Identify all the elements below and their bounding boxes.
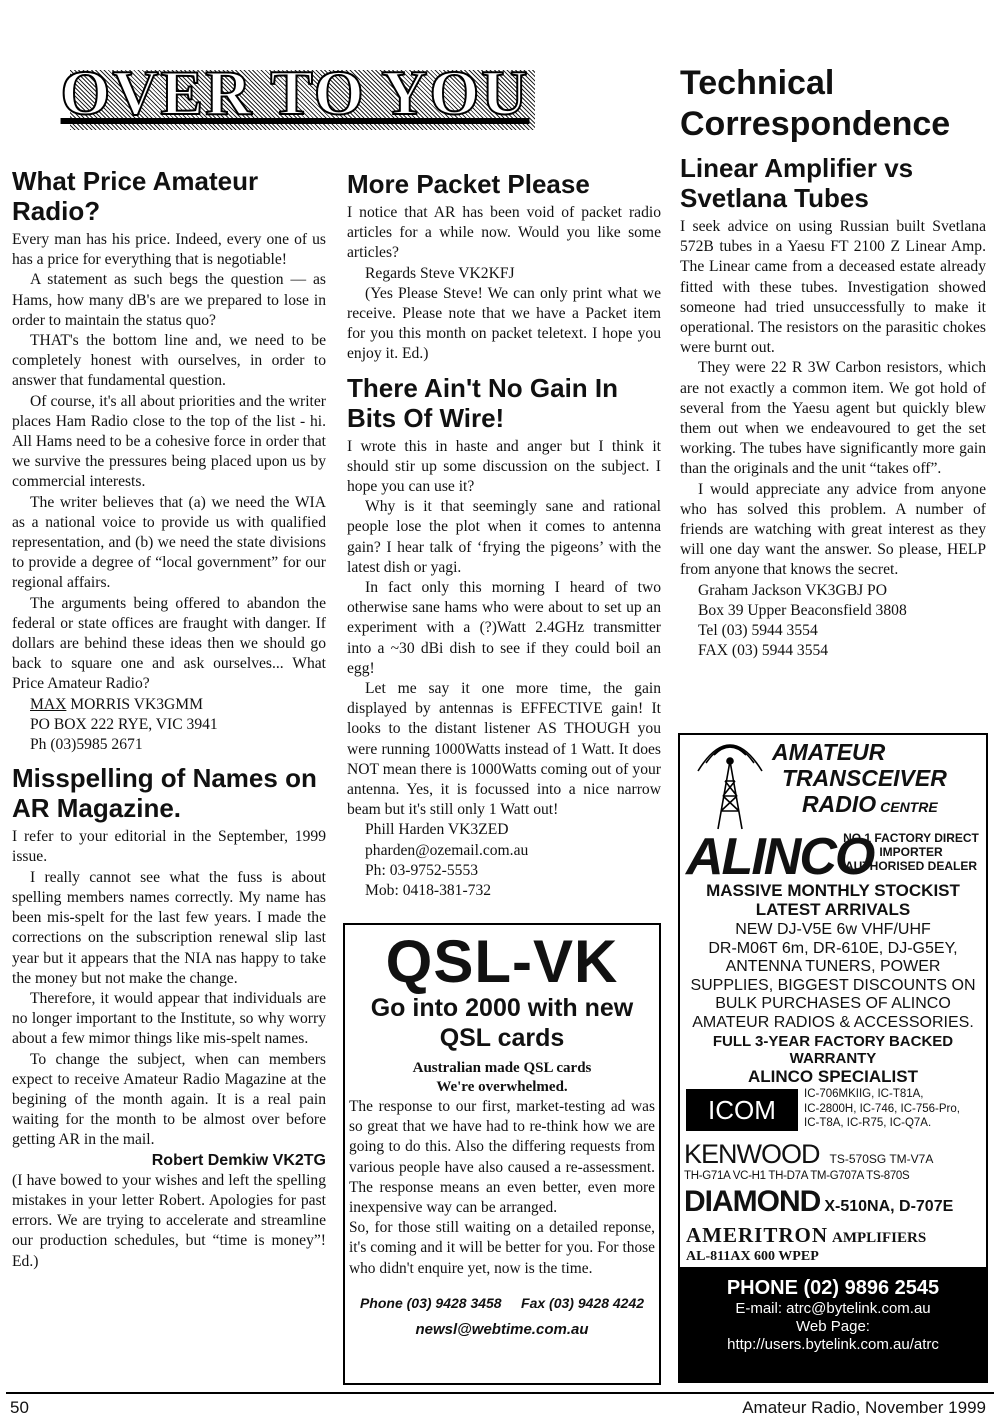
signature-address: PO BOX 222 RYE, VIC 3941 xyxy=(30,715,218,733)
alinco-tag-3: AUTHORISED DEALER xyxy=(844,859,977,873)
amp-model: AL-811AX 600 WPEP xyxy=(686,1249,819,1264)
article-title: Linear Amplifier vs Svetlana Tubes xyxy=(680,153,914,213)
product-line: AMATEUR RADIOS & ACCESSORIES. xyxy=(692,1013,974,1031)
alinco-tag-1: NO 1 FACTORY DIRECT xyxy=(843,831,979,845)
icom-model-line: IC-2800H, IC-746, IC-756-Pro, xyxy=(804,1102,960,1115)
signature-email: pharden@ozemail.com.au xyxy=(365,841,529,859)
qsl-email[interactable]: newsl@webtime.com.au xyxy=(415,1320,589,1338)
icom-model-line: IC-T8A, IC-R75, IC-Q7A. xyxy=(804,1117,932,1129)
qsl-brand: QSL-VK xyxy=(385,928,619,995)
kenwood-row xyxy=(684,1139,986,1182)
atrc-name-3-row xyxy=(772,791,986,820)
signature: Regards Steve VK2KFJ xyxy=(365,264,515,282)
column-3 xyxy=(680,63,986,661)
signature-phone: Ph (03)5985 2671 xyxy=(30,736,143,754)
paragraph: I really cannot see what the fuss is about spelling members names correctly. My name has been mis-spelt for the last few years. I made the corrections on the subscription renewal slip last year but it appears that the NIA nas happy to take the money but not make the change. xyxy=(12,868,326,987)
stockist-block xyxy=(680,881,986,919)
atrc-web-label: Web Page: xyxy=(796,1318,870,1335)
signature-address: Box 39 Upper Beaconsfield 3808 xyxy=(698,601,907,619)
signature-phone: Ph: 03-9752-5553 xyxy=(365,861,479,879)
section-title: Technical Correspondence xyxy=(680,64,951,143)
stockist-line: MASSIVE MONTHLY STOCKIST xyxy=(706,881,960,900)
qsl-contact-line xyxy=(345,1295,659,1311)
publication-info: Amateur Radio, November 1999 xyxy=(742,1398,986,1417)
warranty-block xyxy=(680,1033,986,1086)
qsl-tagline-1: Australian made QSL cards xyxy=(412,1060,592,1076)
arrivals-line: LATEST ARRIVALS xyxy=(755,900,911,919)
column-2 xyxy=(347,169,661,901)
signature-name: Phill Harden VK3ZED xyxy=(365,821,509,839)
ameritron-logo: AMERITRON xyxy=(686,1223,829,1247)
signature xyxy=(12,695,326,715)
atrc-web-link[interactable]: http://users.bytelink.com.au/atrc xyxy=(727,1336,939,1353)
diamond-row xyxy=(684,1185,986,1219)
qsl-phone: Phone (03) 9428 3458 xyxy=(359,1294,502,1311)
article-title: More Packet Please xyxy=(347,169,590,199)
paragraph: Of course, it's all about priorities and the writer places Ham Radio close to the top of the list - hi. All Hams need to be a cohesive force in order that we survive the pressures being placed upon us by commercial interests. xyxy=(12,392,326,491)
signature-rest: MORRIS VK3GMM xyxy=(66,695,204,713)
qsl-body-1: The response to our first, market-testing ad was so great that we have had to re-think how we are going to do this. Also the differing requests from various people have also caused a re-assessment. The response means an even better, even more inexpensive way can be arranged. xyxy=(349,1098,655,1217)
icom-row xyxy=(686,1085,986,1135)
product-line: DR-M06T 6m, DR-610E, DJ-G5EY, xyxy=(708,939,958,957)
qsl-vk-advertisement xyxy=(343,923,661,1385)
paragraph: THAT's the bottom line and, we need to be completely honest with ourselves, in order to answer that fundamental question. xyxy=(12,332,326,390)
paragraph: Every man has his price. Indeed, every one of us has a price for everything that is negotiable! xyxy=(12,231,326,269)
icom-logo: ICOM xyxy=(686,1089,798,1131)
product-line: NEW DJ-V5E 6w VHF/UHF xyxy=(735,921,931,938)
editor-note: (Yes Please Steve! We can only print what we receive. Please note that we have a Packet item for you this month on packet teletext. I hope you enjoy it. Ed.) xyxy=(347,284,661,363)
signature-underlined: MAX xyxy=(30,695,67,713)
page-number: 50 xyxy=(10,1398,29,1417)
signature: Robert Demkiw VK2TG xyxy=(151,1151,326,1169)
diamond-models: X-510NA, D-707E xyxy=(824,1198,954,1215)
qsl-tagline-2: We're overwhelmed. xyxy=(436,1079,568,1095)
diamond-logo: DIAMOND xyxy=(684,1185,821,1218)
paragraph: I wrote this in haste and anger but I think it should stir up some discussion on the subject. I hope you can use it? xyxy=(347,437,661,496)
signature-tel: Tel (03) 5944 3554 xyxy=(698,622,818,640)
atrc-phone: PHONE (02) 9896 2545 xyxy=(726,1277,940,1299)
kenwood-logo: KENWOOD xyxy=(684,1139,820,1169)
atrc-name-3: RADIO xyxy=(802,791,877,817)
qsl-fax: Fax (03) 9428 4242 xyxy=(521,1294,645,1311)
footer-rule xyxy=(6,1392,994,1394)
alinco-tagline xyxy=(836,831,986,873)
warranty-line-2: WARRANTY xyxy=(789,1050,877,1067)
paragraph: They were 22 R 3W Carbon resistors, which are not exactly a common item. We got hold of several from the Yaesu agent but quickly blew them out when we endeavoured to get the set working. The tubes have significantly more gain than the originals and the unit “takes off”. xyxy=(680,359,986,478)
icom-model-line: IC-706MKIIG, IC-T81A, xyxy=(804,1088,924,1100)
alinco-logo: ALINCO xyxy=(686,828,874,886)
column-1 xyxy=(12,166,326,1272)
ameritron-tag: AMPLIFIERS xyxy=(832,1230,927,1246)
warranty-line-1: FULL 3-YEAR FACTORY BACKED xyxy=(712,1033,954,1050)
signature-mobile: Mob: 0418-381-732 xyxy=(365,882,492,900)
editor-note: (I have bowed to your wishes and left the spelling mistakes in your letter Robert. Apologies for past errors. We are trying to accelerate and streamline our production schedules, but “time is money”! Ed.) xyxy=(12,1171,326,1270)
atrc-advertisement xyxy=(678,733,988,1383)
paragraph: I notice that AR has been void of packet radio articles for a while now. Would you like some articles? xyxy=(347,204,661,262)
paragraph: I seek advice on using Russian built Svetlana 572B tubes in a Yaesu FT 2100 Z Linear Amp. The Linear came from a deceased estate already fitted with these tubes. Investigation showed someone had tried unsuccessfully to make it operational. The resistors on the parasitic chokes were burnt out. xyxy=(680,218,986,357)
paragraph: Therefore, it would appear that individuals are no longer important to the Institute, so why worry about a few mimor things like mis-spelt names. xyxy=(12,989,326,1048)
section-banner xyxy=(60,58,530,128)
paragraph: A statement as such begs the question — as Hams, how many dB's are we prepared to lose in order to maintain the status quo? xyxy=(12,271,326,329)
paragraph: The arguments being offered to abandon the federal or state offices are fraught with danger. If dollars are behind these ideas then we should go back to square one and ask ourselves... What Price Amateur Radio? xyxy=(12,594,326,693)
signature-fax: FAX (03) 5944 3554 xyxy=(698,642,829,660)
atrc-name-1: AMATEUR xyxy=(772,739,886,765)
paragraph: Why is it that seemingly sane and rational people lose the plot when it comes to antenna gain? I hear talk of ‘frying the pigeons’ with the latest dish or yagi. xyxy=(347,498,661,576)
paragraph: To change the subject, when can members expect to receive Amateur Radio Magazine at the begining of the month again. It is a real pain waiting for the month to be almost over before getting AR in the mail. xyxy=(12,1050,326,1149)
alinco-tag-2: IMPORTER xyxy=(879,845,943,859)
icom-models xyxy=(804,1087,960,1131)
banner-title: OVER TO YOU xyxy=(60,57,530,128)
paragraph: I refer to your editorial in the September, 1999 issue. xyxy=(12,828,326,866)
qsl-headline: Go into 2000 with new QSL cards xyxy=(370,994,634,1052)
article-title: What Price Amateur Radio? xyxy=(12,166,259,226)
product-line: SUPPLIES, BIGGEST DISCOUNTS ON xyxy=(690,976,976,994)
signature-name: Graham Jackson VK3GBJ PO xyxy=(698,581,887,599)
specialist-line: ALINCO SPECIALIST xyxy=(747,1067,918,1086)
atrc-name-3b: CENTRE xyxy=(880,799,938,815)
kenwood-models-2: TH-G71A VC-H1 TH-D7A TM-G707A TS-870S xyxy=(684,1170,910,1182)
atrc-name-2: TRANSCEIVER xyxy=(782,765,947,791)
article-title: There Ain't No Gain In Bits Of Wire! xyxy=(347,372,619,433)
article-title: Misspelling of Names on AR Magazine. xyxy=(12,763,317,824)
paragraph: I would appreciate any advice from anyone who has solved this problem. A number of friends are watching with great interest as they will one day want the answer. So please, HELP from anyone that knows the secret. xyxy=(680,480,986,579)
alinco-row xyxy=(686,827,982,887)
atrc-contact-box xyxy=(680,1267,986,1381)
kenwood-models-1: TS-570SG TM-V7A xyxy=(829,1152,934,1166)
product-lines xyxy=(680,921,986,1032)
product-line: BULK PURCHASES OF ALINCO xyxy=(715,995,951,1012)
atrc-name-block xyxy=(772,739,986,820)
qsl-body-2: So, for those still waiting on a detailed reponse, it's coming and it will be better for you. For those who didn't enquire yet, now is the time. xyxy=(349,1219,655,1277)
product-line: ANTENNA TUNERS, POWER xyxy=(725,958,941,975)
paragraph: Let me say it one more time, the gain displayed by antennas is EFFECTIVE gain! It looks to the distant listener AS THOUGH you were running 1000Watts instead of 1 Watt. It does NOT mean there is 1000Watts coming out of your antenna. Yes, it is focussed into a nice narrow beam but it's still only 1 Watt out! xyxy=(347,680,661,819)
atrc-email[interactable]: E-mail: atrc@bytelink.com.au xyxy=(735,1300,931,1317)
paragraph: In fact only this morning I heard of two otherwise sane hams who were about to set up an experiment with a (?)Watt 2.4GHz transmitter into a ~30 dBi dish to see if they could boil an egg! xyxy=(347,579,661,677)
radio-tower-icon xyxy=(694,741,766,833)
paragraph: The writer believes that (a) we need the WIA as a national voice to provide us with qualified representation, and (b) we need the state divisions to provide a degree of “local government” for our regional affairs. xyxy=(12,493,326,592)
